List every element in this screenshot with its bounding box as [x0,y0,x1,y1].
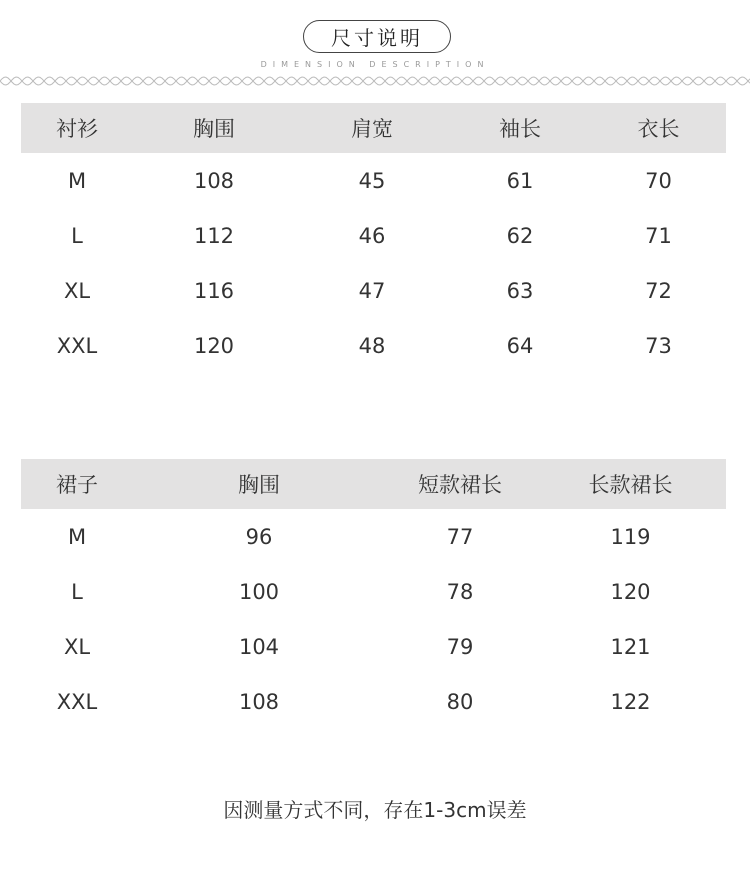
table-cell: 47 [358,278,386,303]
table-row [21,509,726,564]
column-header: 裙子 [56,473,98,497]
column-header: 长款裙长 [588,473,673,497]
table-cell: 108 [238,689,280,714]
column-header: 短款裙长 [418,473,502,497]
page-title [303,20,451,53]
table-row [21,318,726,373]
table-cell: L [71,579,83,604]
table-cell: M [67,524,87,549]
table-cell: 104 [238,634,280,659]
table-cell: 63 [506,278,534,303]
table-cell: XL [63,634,91,659]
column-header: 胸围 [238,473,280,497]
column-header: 袖长 [499,117,541,141]
table-cell: 48 [358,333,386,358]
table-cell: 79 [446,634,474,659]
table-cell: 116 [193,278,235,303]
table-row [21,619,726,674]
table-row [21,564,726,619]
table-cell: 71 [645,223,672,248]
table-cell: M [67,168,87,193]
table-cell: 122 [610,689,651,714]
table-cell: 62 [506,223,534,248]
column-header: 肩宽 [351,117,393,141]
table-cell: XXL [56,333,98,358]
table-cell: 78 [446,579,474,604]
table-row [21,674,726,729]
table-cell: XXL [56,689,98,714]
column-header: 胸围 [193,117,235,141]
table-cell: 100 [238,579,280,604]
page-subtitle: DIMENSION DESCRIPTION [260,60,490,69]
table-cell: 80 [446,689,474,714]
table-row [21,208,726,263]
shirt-size-table [21,103,726,373]
page-title-text: 尺寸说明 [331,26,423,50]
table-cell: 120 [610,579,651,604]
table-header-row [21,459,726,509]
table-cell: 121 [610,634,651,659]
table-cell: 72 [645,278,672,303]
table-cell: 119 [610,524,651,549]
table-cell: 46 [358,223,386,248]
table-header-row [21,103,726,153]
table-cell: L [71,223,83,248]
table-cell: 120 [193,333,235,358]
measurement-note: 因测量方式不同，存在1-3cm误差 [223,798,527,822]
skirt-size-table [21,459,726,729]
table-cell: 45 [358,168,386,193]
table-cell: 61 [506,168,534,193]
table-row [21,263,726,318]
wave-divider [0,72,750,90]
table-cell: 64 [506,333,534,358]
table-cell: 70 [645,168,672,193]
table-cell: 112 [193,223,235,248]
table-cell: XL [63,278,91,303]
column-header: 衣长 [637,117,680,141]
table-row [21,153,726,208]
table-cell: 73 [645,333,672,358]
table-cell: 96 [245,524,273,549]
column-header: 衬衫 [56,117,98,141]
table-cell: 77 [446,524,474,549]
table-cell: 108 [193,168,235,193]
